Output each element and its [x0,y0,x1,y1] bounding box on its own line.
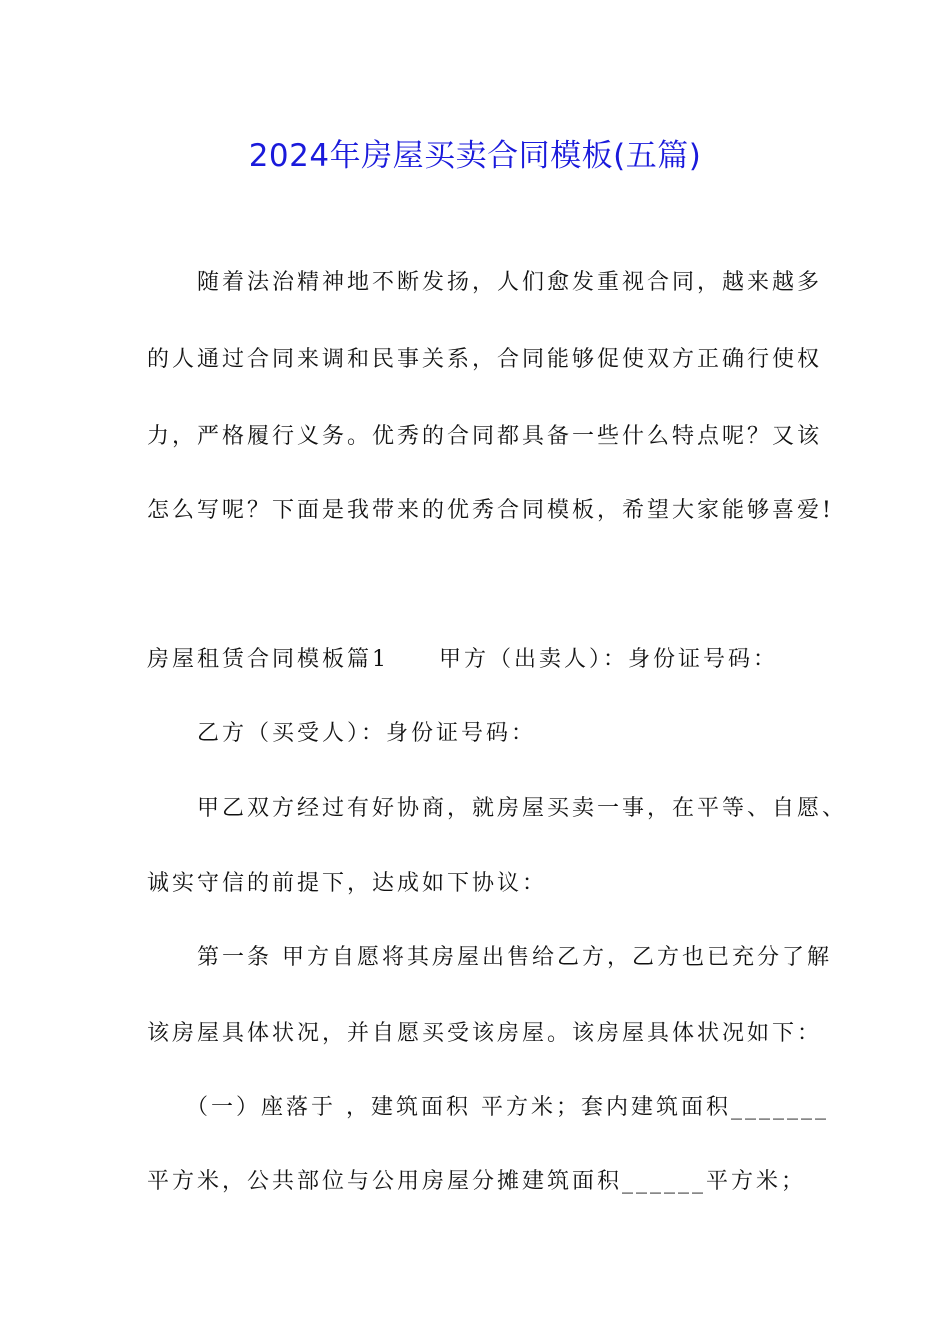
paragraph-line: 平方米，公共部位与公用房屋分摊建筑面积______平方米； [147,1169,807,1194]
paragraph-line: 乙方（买受人）：身份证号码： [147,721,537,746]
paragraph-line: 第一条 甲方自愿将其房屋出售给乙方，乙方也已充分了解 [147,945,832,970]
paragraph-line: 随着法治精神地不断发扬，人们愈发重视合同，越来越多 [147,270,823,295]
paragraph-line: 该房屋具体状况，并自愿买受该房屋。该房屋具体状况如下： [147,1021,823,1046]
paragraph-line: 力，严格履行义务。优秀的合同都具备一些什么特点呢？又该 [147,424,823,449]
document-title: 2024年房屋买卖合同模板(五篇) [248,138,702,174]
paragraph-line: 甲乙双方经过有好协商，就房屋买卖一事，在平等、自愿、 [147,796,848,821]
paragraph-line: 诚实守信的前提下，达成如下协议： [147,871,548,896]
paragraph-line: 怎么写呢？下面是我带来的优秀合同模板，希望大家能够喜爱! [147,498,834,523]
paragraph-line: 的人通过合同来调和民事关系，合同能够促使双方正确行使权 [147,347,823,372]
paragraph-line: （一）座落于 ，建筑面积 平方米；套内建筑面积_______ [147,1095,829,1120]
section-heading-line: 房屋租赁合同模板篇1 甲方（出卖人）：身份证号码： [147,647,778,672]
